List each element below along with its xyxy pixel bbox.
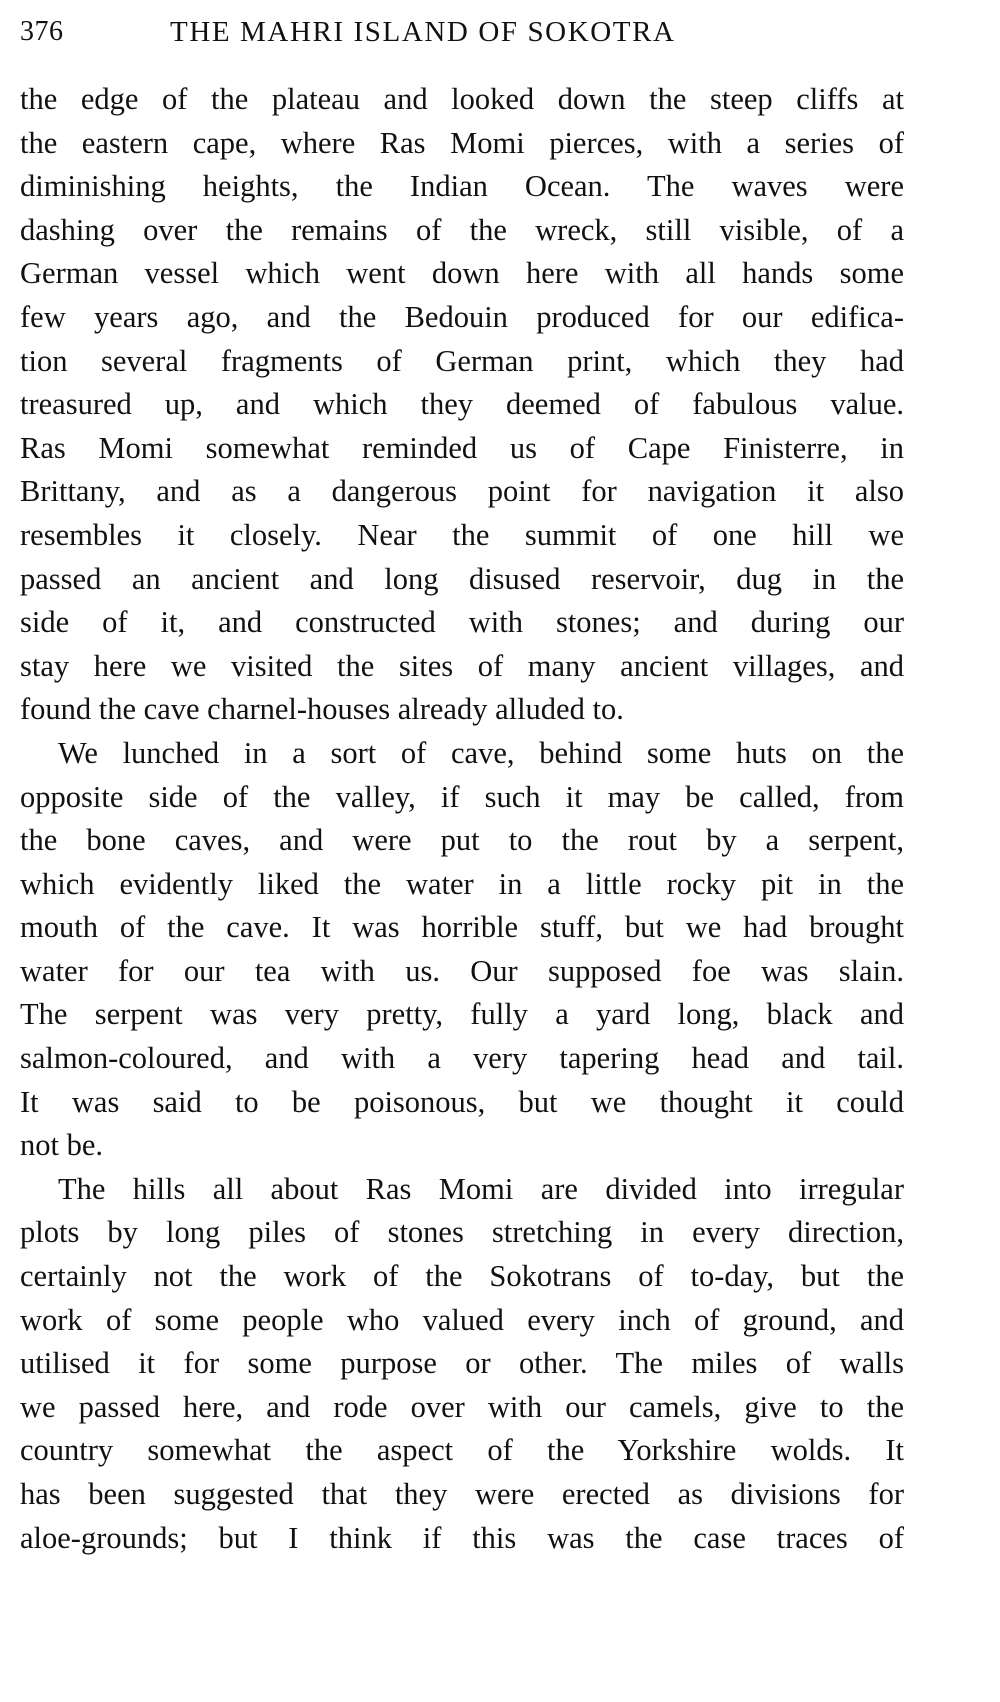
text-line: the eastern cape, where Ras Momi pierces, with a series of bbox=[20, 125, 904, 160]
text-line: treasured up, and which they deemed of fabulous value. bbox=[20, 387, 904, 422]
text-line: not be. bbox=[20, 1128, 104, 1163]
text-line: salmon-coloured, and with a very tapering head and tail. bbox=[20, 1041, 904, 1076]
text-line: has been suggested that they were erected as divisions for bbox=[20, 1477, 904, 1511]
text-line: Brittany, and as a dangerous point for navigation it also bbox=[20, 474, 904, 509]
text-line: the bone caves, and were put to the rout by a serpent, bbox=[20, 823, 904, 858]
text-line: The serpent was very pretty, fully a yard long, black and bbox=[20, 997, 904, 1032]
text-line: opposite side of the valley, if such it may be called, from bbox=[20, 779, 904, 814]
text-line: utilised it for some purpose or other. The miles of walls bbox=[20, 1346, 904, 1381]
text-line: few years ago, and the Bedouin produced for our edifica- bbox=[20, 299, 904, 334]
text-line: plots by long piles of stones stretching in every direction, bbox=[20, 1215, 904, 1250]
text-line: German vessel which went down here with all hands some bbox=[20, 256, 904, 291]
body-text bbox=[20, 78, 904, 1560]
text-line: side of it, and constructed with stones; and during our bbox=[20, 605, 904, 640]
paragraph-3 bbox=[20, 1168, 904, 1560]
paragraph-2 bbox=[20, 732, 904, 1168]
text-line: dashing over the remains of the wreck, still visible, of a bbox=[20, 212, 904, 247]
text-line: resembles it closely. Near the summit of one hill we bbox=[20, 517, 904, 552]
text-line: work of some people who valued every inch of ground, and bbox=[20, 1302, 904, 1337]
text-line: diminishing heights, the Indian Ocean. The waves were bbox=[20, 169, 904, 204]
text-line: certainly not the work of the Sokotrans of to-day, but the bbox=[20, 1259, 904, 1294]
text-line: passed an ancient and long disused reservoir, dug in the bbox=[20, 561, 904, 596]
text-line: which evidently liked the water in a little rocky pit in the bbox=[20, 866, 904, 901]
text-line: The hills all about Ras Momi are divided into irregular bbox=[58, 1171, 904, 1206]
text-line: country somewhat the aspect of the Yorkshire wolds. It bbox=[20, 1433, 904, 1468]
text-line: we passed here, and rode over with our camels, give to the bbox=[20, 1389, 904, 1424]
page-number: 376 bbox=[20, 16, 64, 47]
running-title: THE MAHRI ISLAND OF SOKOTRA bbox=[170, 16, 676, 48]
text-line: water for our tea with us. Our supposed foe was slain. bbox=[20, 953, 904, 988]
text-line: found the cave charnel-houses already alluded to. bbox=[20, 692, 624, 727]
text-line: tion several fragments of German print, which they had bbox=[20, 343, 904, 378]
text-line: aloe-grounds; but I think if this was the case traces of bbox=[20, 1520, 904, 1555]
text-line: mouth of the cave. It was horrible stuff, but we had brought bbox=[20, 910, 904, 945]
text-line: We lunched in a sort of cave, behind some huts on the bbox=[58, 735, 904, 770]
text-line: the edge of the plateau and looked down the steep cliffs at bbox=[20, 82, 904, 116]
text-line: Ras Momi somewhat reminded us of Cape Finisterre, in bbox=[20, 430, 904, 465]
text-line: stay here we visited the sites of many ancient villages, and bbox=[20, 648, 904, 683]
text-line: It was said to be poisonous, but we thought it could bbox=[20, 1084, 904, 1119]
paragraph-1 bbox=[20, 78, 904, 732]
running-head bbox=[20, 12, 900, 56]
